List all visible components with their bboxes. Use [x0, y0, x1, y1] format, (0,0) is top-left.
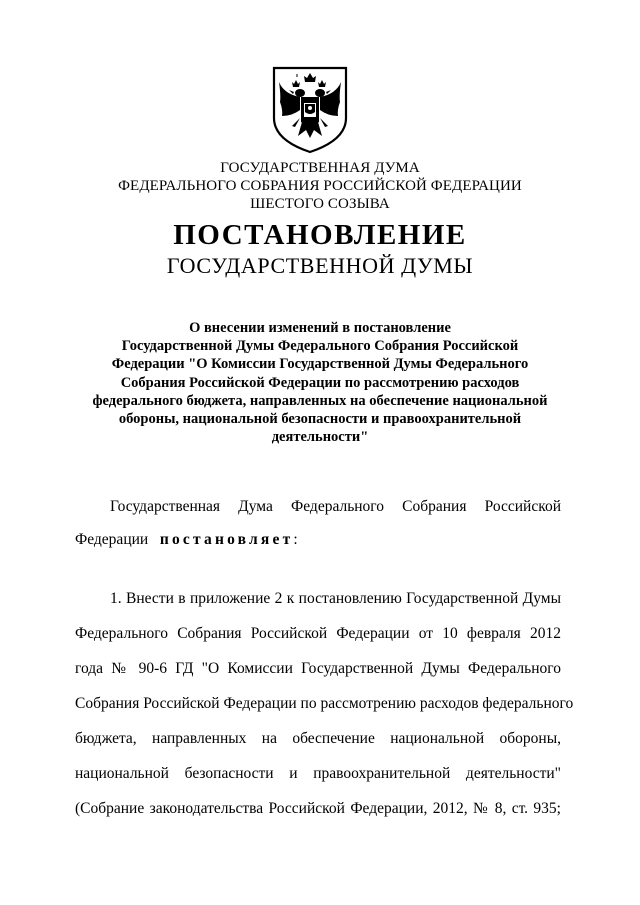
subject-line: деятельности" — [271, 429, 369, 446]
subject-line: Федерации "О Комиссии Государственной Думы Федерального — [111, 356, 529, 373]
org-name-line-2: ФЕДЕРАЛЬНОГО СОБРАНИЯ РОССИЙСКОЙ ФЕДЕРАЦИИ — [118, 178, 522, 194]
decree-word: постановляет — [159, 531, 294, 548]
intro-suffix: : — [293, 531, 298, 548]
coat-of-arms-icon — [270, 66, 350, 154]
paragraph-line: года № 90-6 ГД "О Комиссии Государственной Думы Федерального — [75, 660, 561, 677]
subject-line: О внесении изменений в постановление — [189, 320, 451, 336]
paragraph-line: 1. Внести в приложение 2 к постановлению Государственной Думы — [110, 590, 561, 607]
intro-decree-line — [75, 530, 561, 550]
paragraph-line: национальной безопасности и правоохранительной деятельности" — [75, 765, 561, 782]
document-type-title: ПОСТАНОВЛЕНИЕ — [173, 219, 467, 251]
subject-line: Государственной Думы Федерального Собрания Российской — [121, 338, 519, 355]
paragraph-line: бюджета, направленных на обеспечение национальной обороны, — [75, 730, 561, 747]
subject-line: обороны, национальной безопасности и правоохранительной — [118, 411, 522, 428]
document-subject — [60, 319, 580, 446]
subject-line: федерального бюджета, направленных на обеспечение национальной — [92, 392, 548, 409]
paragraph-line: Федерального Собрания Российской Федерации от 10 февраля 2012 — [75, 625, 561, 642]
convocation-line: ШЕСТОГО СОЗЫВА — [250, 196, 390, 212]
intro-prefix: Федерации — [75, 531, 149, 548]
subject-line: Собрания Российской Федерации по рассмотрению расходов — [120, 374, 520, 391]
org-name-line-1: ГОСУДАРСТВЕННАЯ ДУМА — [220, 160, 420, 176]
intro-line: Государственная Дума Федерального Собрания Российской — [110, 498, 561, 515]
paragraph-line: (Собрание законодательства Российской Федерации, 2012, № 8, ст. 935; — [75, 800, 561, 817]
document-issuer-subtitle: ГОСУДАРСТВЕННОЙ ДУМЫ — [166, 253, 474, 278]
paragraph-line: Собрания Российской Федерации по рассмотрению расходов федерального — [75, 695, 574, 712]
